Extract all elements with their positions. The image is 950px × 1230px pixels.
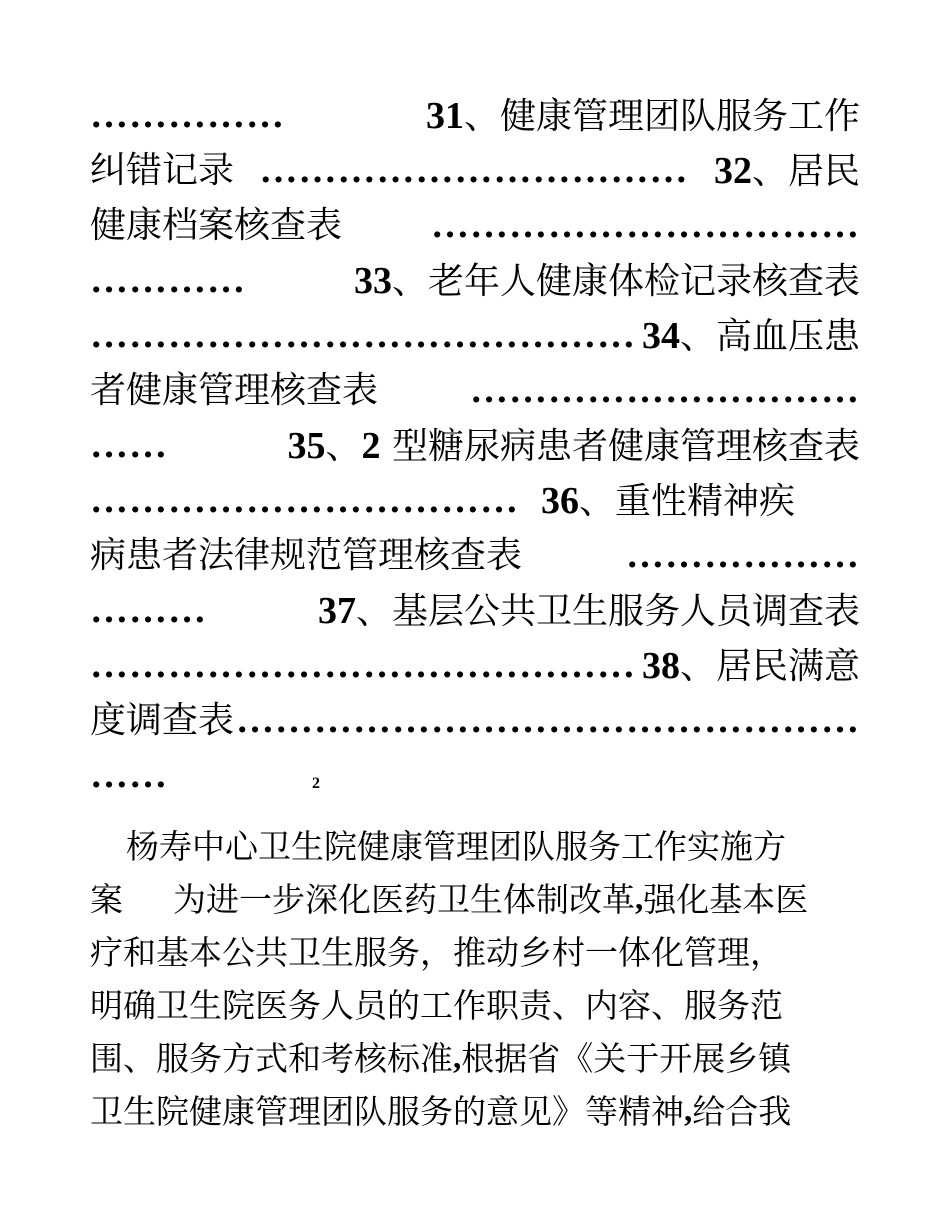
toc-entry-title: 者健康管理核查表	[90, 370, 379, 411]
toc-entry-title: 、健康管理团队服务工作	[463, 95, 860, 137]
toc-entry	[714, 143, 860, 198]
toc-entry-title: 型糖尿病患者健康管理核查表	[380, 425, 860, 467]
toc-leader-dots: …………………………………………	[236, 699, 860, 741]
toc-entry-number: 38	[641, 644, 680, 687]
paragraph-text: 根据省《关于开展乡镇	[461, 1039, 792, 1078]
table-of-contents	[90, 88, 860, 803]
body-line	[90, 820, 860, 873]
toc-entry	[642, 638, 860, 693]
toc-entry	[642, 308, 860, 363]
toc-leader-dots: ……………………………	[90, 479, 519, 521]
toc-leader-dots: ……	[90, 424, 168, 466]
toc-entry-number: 31	[425, 94, 464, 137]
toc-line	[90, 88, 860, 143]
toc-line	[90, 473, 860, 528]
toc-line	[90, 198, 860, 253]
toc-entry-title: 、高血压患	[679, 315, 860, 357]
body-line	[90, 1085, 860, 1138]
toc-entry-title: 病患者法律规范管理核查表	[90, 535, 523, 576]
paragraph-text: 卫生院健康管理团队服务的意见》等精神	[90, 1092, 684, 1131]
toc-entry	[541, 473, 795, 528]
toc-entry-title: 、居民满意	[679, 645, 860, 687]
toc-entry-number: 33	[353, 259, 392, 302]
toc-line	[90, 363, 860, 418]
body-line	[90, 1032, 860, 1085]
toc-line	[90, 308, 860, 363]
toc-entry-number: 32	[713, 149, 752, 192]
body-line	[90, 926, 860, 979]
toc-leader-dots: ……………………………	[259, 149, 689, 191]
paragraph-punctuation: ,	[635, 881, 644, 917]
toc-line	[90, 418, 860, 473]
toc-line	[90, 748, 860, 803]
document-title: 杨寿中心卫生院健康管理团队服务工作实施方	[126, 827, 786, 866]
toc-entry-title: 度调查表	[90, 700, 235, 741]
body-text	[90, 820, 860, 1138]
toc-leader-dots: ………	[90, 589, 207, 631]
toc-entry-title: 健康档案核查表	[90, 205, 343, 246]
paragraph-punctuation: ,	[684, 1093, 693, 1129]
paragraph-text: 强化基本医	[643, 880, 809, 919]
toc-entry	[354, 253, 860, 308]
toc-entry-title: 、居民	[751, 150, 860, 192]
toc-entry-number: 34	[641, 314, 680, 357]
toc-leader-dots: ……………………………………	[90, 314, 636, 356]
toc-entry-separator: 、	[325, 425, 362, 467]
paragraph-text: 明确卫生院医务人员的工作职责、内容、服务范	[90, 986, 783, 1025]
toc-entry-number: 2	[361, 424, 381, 467]
toc-leader-dots: …………………………	[470, 369, 860, 411]
toc-leader-dots: ………………	[626, 534, 860, 576]
body-line	[90, 873, 860, 926]
paragraph-punctuation: ,	[453, 1040, 462, 1076]
toc-entry-number: 36	[541, 479, 579, 522]
toc-entry	[426, 88, 860, 143]
toc-line	[90, 693, 860, 748]
page-number: 2	[312, 775, 320, 792]
toc-line	[90, 638, 860, 693]
toc-entry	[288, 418, 860, 473]
paragraph-text: 为进一步深化医药卫生体制改革	[173, 880, 635, 919]
toc-entry-title: 、老年人健康体检记录核查表	[391, 260, 860, 302]
document-title-end: 案	[90, 880, 123, 919]
toc-leader-dots: ……………………………………	[90, 644, 636, 686]
toc-entry-title: 纠错记录	[90, 150, 235, 191]
toc-line	[90, 583, 860, 638]
paragraph-text: 围、服务方式和考核标准	[90, 1039, 453, 1078]
toc-entry-title: 、重性精神疾	[579, 480, 796, 522]
toc-line	[90, 253, 860, 308]
body-line	[90, 979, 860, 1032]
toc-entry-number: 37	[317, 589, 356, 632]
toc-entry-title: 、基层公共卫生服务人员调查表	[355, 590, 860, 632]
paragraph-text: 给合我	[692, 1092, 792, 1131]
toc-line	[90, 528, 860, 583]
toc-entry-number: 35	[287, 424, 326, 467]
paragraph-text: 疗和基本公共卫生服务，推动乡村一体化管理，	[90, 933, 783, 972]
toc-leader-dots: …………	[90, 259, 246, 301]
toc-entry	[318, 583, 860, 638]
toc-leader-dots: ……………	[90, 94, 285, 136]
toc-leader-dots: ……	[90, 754, 168, 796]
toc-line	[90, 143, 860, 198]
toc-leader-dots: ……………………………	[431, 204, 860, 246]
